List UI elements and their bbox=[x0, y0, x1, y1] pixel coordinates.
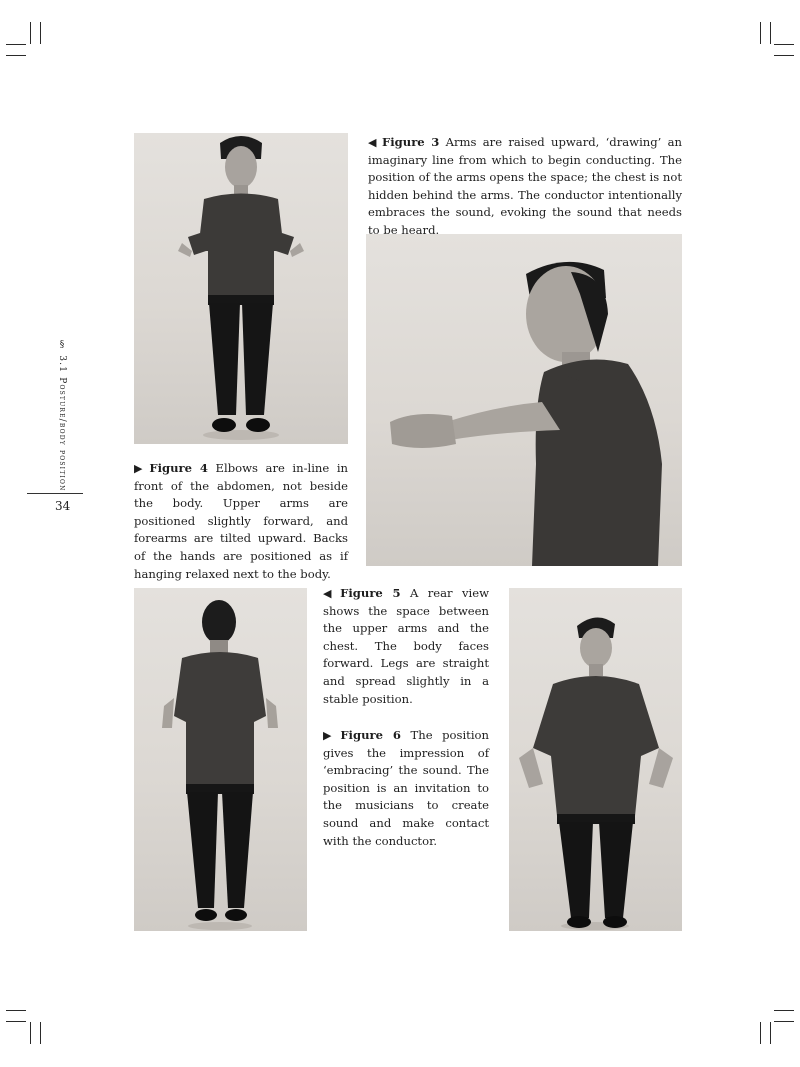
caption-text: Arms are raised upward, ‘drawing’ an imaginary line from which to begin conducting. The position of the arms opens the space; the chest is not hidden behind the arms. The conductor intentionally embraces the sound, evoking the sound that needs to be heard. bbox=[368, 135, 683, 237]
crop-mark bbox=[6, 55, 26, 56]
crop-mark bbox=[30, 1022, 31, 1044]
caption-figure-6 bbox=[323, 727, 489, 850]
figure-label: Figure 3 bbox=[382, 135, 440, 149]
photo-figure-3 bbox=[134, 133, 348, 444]
running-head: § 3.1 Posture/body position bbox=[57, 340, 67, 492]
crop-mark bbox=[40, 22, 41, 44]
crop-mark bbox=[40, 1022, 41, 1044]
caption-text: A rear view shows the space between the upper arms and the chest. The body faces forward. Legs are straight and spread slightly in a stable position. bbox=[323, 586, 489, 706]
caption-figure-5 bbox=[323, 585, 489, 708]
figure-label: Figure 4 bbox=[149, 461, 208, 475]
person-rear-illustration bbox=[134, 588, 307, 931]
figure-label: Figure 6 bbox=[340, 728, 401, 742]
crop-mark bbox=[774, 1010, 794, 1011]
person-front-illustration bbox=[134, 133, 348, 444]
caption-figure-4 bbox=[134, 460, 348, 583]
caption-figure-3 bbox=[368, 134, 682, 240]
crop-mark bbox=[6, 44, 26, 45]
page-rule bbox=[27, 493, 83, 494]
photo-figure-4 bbox=[366, 234, 682, 566]
person-side-illustration bbox=[366, 234, 682, 566]
arrow-left-icon: ◀ bbox=[368, 136, 380, 149]
caption-text: The position gives the impression of ‘embracing’ the sound. The position is an invitation to the musicians to create sound and make contact with the conductor. bbox=[323, 728, 489, 848]
figure-label: Figure 5 bbox=[340, 586, 401, 600]
photo-figure-6 bbox=[509, 588, 682, 931]
arrow-left-icon: ◀ bbox=[323, 587, 338, 600]
crop-mark bbox=[6, 1021, 26, 1022]
arrow-right-icon: ▶ bbox=[323, 729, 338, 742]
crop-mark bbox=[770, 22, 771, 44]
crop-mark bbox=[770, 1022, 771, 1044]
crop-mark bbox=[30, 22, 31, 44]
photo-figure-5 bbox=[134, 588, 307, 931]
crop-mark bbox=[774, 55, 794, 56]
crop-mark bbox=[760, 1022, 761, 1044]
page-number: 34 bbox=[55, 499, 71, 513]
crop-mark bbox=[6, 1010, 26, 1011]
crop-mark bbox=[774, 1021, 794, 1022]
crop-mark bbox=[774, 44, 794, 45]
person-embrace-illustration bbox=[509, 588, 682, 931]
crop-mark bbox=[760, 22, 761, 44]
caption-text: Elbows are in-line in front of the abdomen, not beside the body. Upper arms are positioned slightly forward, and forearms are tilted upward. Backs of the hands are positioned as if hanging relaxed next to the body. bbox=[134, 461, 348, 581]
arrow-right-icon: ▶ bbox=[134, 462, 147, 475]
